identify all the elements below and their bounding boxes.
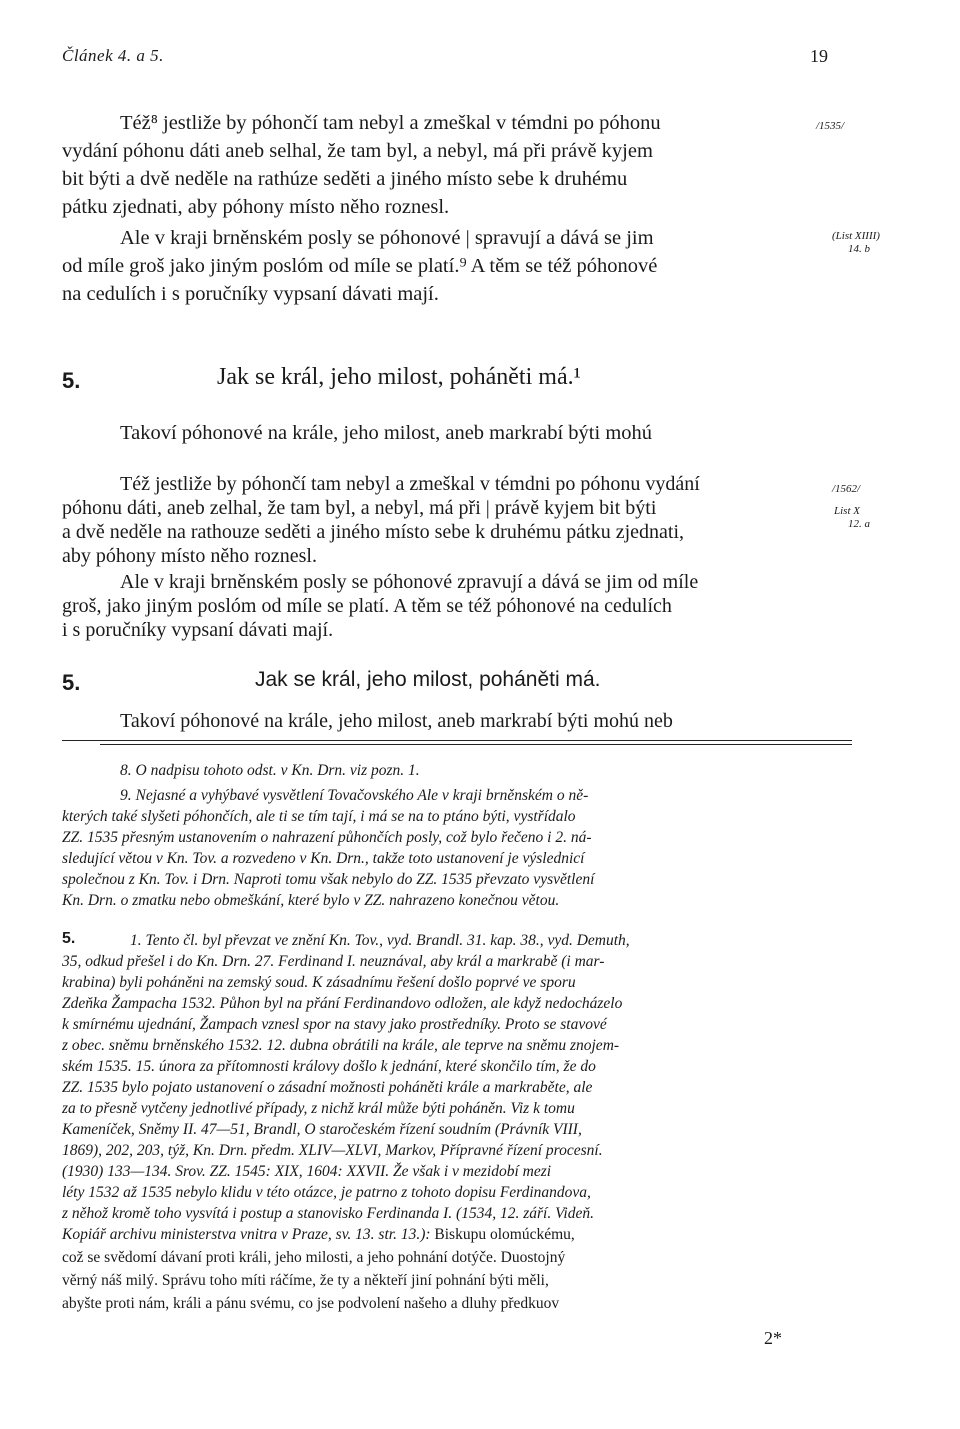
footnote-5-line: k smírnému ujednání, Žampach vznesl spor na stavy jako prostředníky. Proto se stavové bbox=[62, 1016, 607, 1033]
footnote-9-line: společnou z Kn. Tov. i Drn. Naproti tomu však nebylo do ZZ. 1535 převzato vysvětlení bbox=[62, 871, 595, 888]
text-line: od míle groš jako jiným poslóm od míle se platí.⁹ A těm se též póhonové bbox=[62, 255, 658, 277]
section-title: Jak se král, jeho milost, poháněti má.¹ bbox=[217, 364, 581, 390]
text-line: Takoví póhonové na krále, jeho milost, aneb markrabí býti mohú bbox=[120, 422, 653, 444]
footnote-5-line: věrný náš milý. Správu toho míti ráčíme, že ty a někteří jiní pohnání býti měli, bbox=[62, 1272, 549, 1289]
footnote-5-line: ZZ. 1535 bylo pojato ustanovení o zásadní možnosti poháněti krále a markraběte, ale bbox=[62, 1079, 593, 1096]
footnote-5-line: léty 1532 až 1535 nebylo klidu v této otázce, je patrno z tohoto dopisu Ferdinandova, bbox=[62, 1184, 591, 1201]
footnote-9-line: sledující větou v Kn. Tov. a rozvedeno v Kn. Drn., takže toto ustanovení je výslednicí bbox=[62, 850, 585, 867]
footnote-5-line: Zdeňka Žampacha 1532. Půhon byl na přání Ferdinandovo odložen, ale když nedocházelo bbox=[62, 995, 623, 1012]
text-line: i s poručníky vypsaní dávati mají. bbox=[62, 619, 334, 641]
text-line: groš, jako jiným poslóm od míle se platí. A těm se též póhonové na cedulích bbox=[62, 595, 672, 617]
footnote-9-line: Kn. Drn. o zmatku nebo obmeškání, které bylo v ZZ. nahrazeno konečnou větou. bbox=[62, 892, 560, 909]
footnote-8: 8. O nadpisu tohoto odst. v Kn. Drn. viz pozn. 1. bbox=[120, 762, 420, 779]
footnote-5-line: 1869), 202, 203, týž, Kn. Drn. předm. XLIV—XLVI, Markov, Přípravné řízení procesní. bbox=[62, 1142, 603, 1159]
section-number: 5. bbox=[62, 368, 81, 393]
text-line: Takoví póhonové na krále, jeho milost, aneb markrabí býti mohú neb bbox=[120, 710, 673, 732]
footnote-9-line: ZZ. 1535 přesným ustanovením o nahrazení půhončích posly, což bylo řečeno i 2. ná- bbox=[62, 829, 592, 846]
text-line: na cedulích i s poručníky vypsaní dávati mají. bbox=[62, 283, 439, 305]
text-line: póhonu dáti, aneb zelhal, že tam byl, a nebyl, má při | právě kyjem bit býti bbox=[62, 497, 657, 519]
footnote-rule bbox=[62, 740, 852, 741]
margin-note: /1535/ bbox=[816, 120, 845, 132]
footnote-5-line bbox=[62, 1224, 575, 1245]
signature-mark: 2* bbox=[764, 1328, 782, 1348]
text-line: pátku zjednati, aby póhony místo něho roznesl. bbox=[62, 196, 450, 218]
footnote-5-line: což se svědomí dávaní proti králi, jeho milosti, a jeho pohnání dotýče. Duostojný bbox=[62, 1249, 566, 1266]
footnote-5-label: 5. bbox=[62, 930, 76, 947]
text-line: Též⁸ jestliže by póhončí tam nebyl a zmeškal v témdni po póhonu bbox=[120, 112, 661, 134]
text-line: Též jestliže by póhončí tam nebyl a zmeškal v témdni po póhonu vydání bbox=[120, 473, 700, 495]
footnote-5-italic-part: Kopiář archivu ministerstva vnitra v Praze, sv. 13. str. 13.): bbox=[62, 1226, 431, 1243]
footnote-5-line: za to přesně vytčeny jednotlivé případy, z nichž král může býti poháněn. Viz k tomu bbox=[62, 1100, 575, 1117]
text-line: Ale v kraji brněnském posly se póhonové | spravují a dává se jim bbox=[120, 227, 654, 249]
footnote-5-line: z něhož kromě toho vysvítá i postup a stanovisko Ferdinanda I. (1534, 12. září. Videň. bbox=[62, 1205, 594, 1222]
section-title: Jak se král, jeho milost, poháněti má. bbox=[255, 668, 601, 691]
footnote-5-upright-part: Biskupu olomúckému, bbox=[430, 1226, 575, 1243]
footnote-5-line: 35, odkud přešel i do Kn. Drn. 27. Ferdinand I. neuznával, aby král a markrabě (i mar- bbox=[62, 953, 605, 970]
footnote-9-line: 9. Nejasné a vyhýbavé vysvětlení Tovačovského Ale v kraji brněnském o ně- bbox=[120, 787, 589, 804]
margin-note: List X bbox=[834, 505, 860, 517]
footnote-9-line: kterých také slyšeti póhončích, ale ti se tím tají, i má se na to ptáno býti, vystřídalo bbox=[62, 808, 576, 825]
text-line: a dvě neděle na rathouze seděti a jiného místo sebe k druhému pátku zjednati, bbox=[62, 521, 685, 543]
text-line: Ale v kraji brněnském posly se póhonové zpravují a dává se jim od míle bbox=[120, 571, 699, 593]
footnote-5-line: (1930) 133—134. Srov. ZZ. 1545: XIX, 1604: XXVII. Že však i v mezidobí mezi bbox=[62, 1163, 552, 1180]
text-line: bit býti a dvě neděle na rathúze seděti a jiného místo sebe k druhému bbox=[62, 168, 628, 190]
running-header: Článek 4. a 5. bbox=[62, 46, 164, 65]
section-number: 5. bbox=[62, 670, 81, 695]
footnote-rule-secondary bbox=[100, 744, 852, 745]
footnote-5-line: z obec. sněmu brněnského 1532. 12. dubna obrátili na krále, ale teprve na sněmu znojem- bbox=[62, 1037, 620, 1054]
footnote-5-line: abyšte proti nám, králi a pánu svému, co jse podvolení našeho a dluhy předkuov bbox=[62, 1295, 560, 1312]
footnote-5-line: Kameníček, Sněmy II. 47—51, Brandl, O staročeském řízení soudním (Právník VIII, bbox=[62, 1121, 582, 1138]
margin-note: 14. b bbox=[848, 243, 870, 255]
margin-note: /1562/ bbox=[832, 483, 861, 495]
margin-note: (List XIIII) bbox=[832, 230, 880, 242]
footnote-5-line: krabina) byli poháněni na zemský soud. K zásadnímu řešení došlo poprvé ve sporu bbox=[62, 974, 576, 991]
margin-note: 12. a bbox=[848, 518, 870, 530]
footnote-5-line: ském 1535. 15. února za přítomnosti královy došlo k jednání, které skončilo tím, že do bbox=[62, 1058, 596, 1075]
footnote-5-line: 1. Tento čl. byl převzat ve znění Kn. Tov., vyd. Brandl. 31. kap. 38., vyd. Demuth, bbox=[130, 932, 630, 949]
page-number: 19 bbox=[810, 46, 828, 66]
text-line: aby póhony místo něho roznesl. bbox=[62, 545, 317, 567]
text-line: vydání póhonu dáti aneb selhal, že tam byl, a nebyl, má při právě kyjem bbox=[62, 140, 653, 162]
